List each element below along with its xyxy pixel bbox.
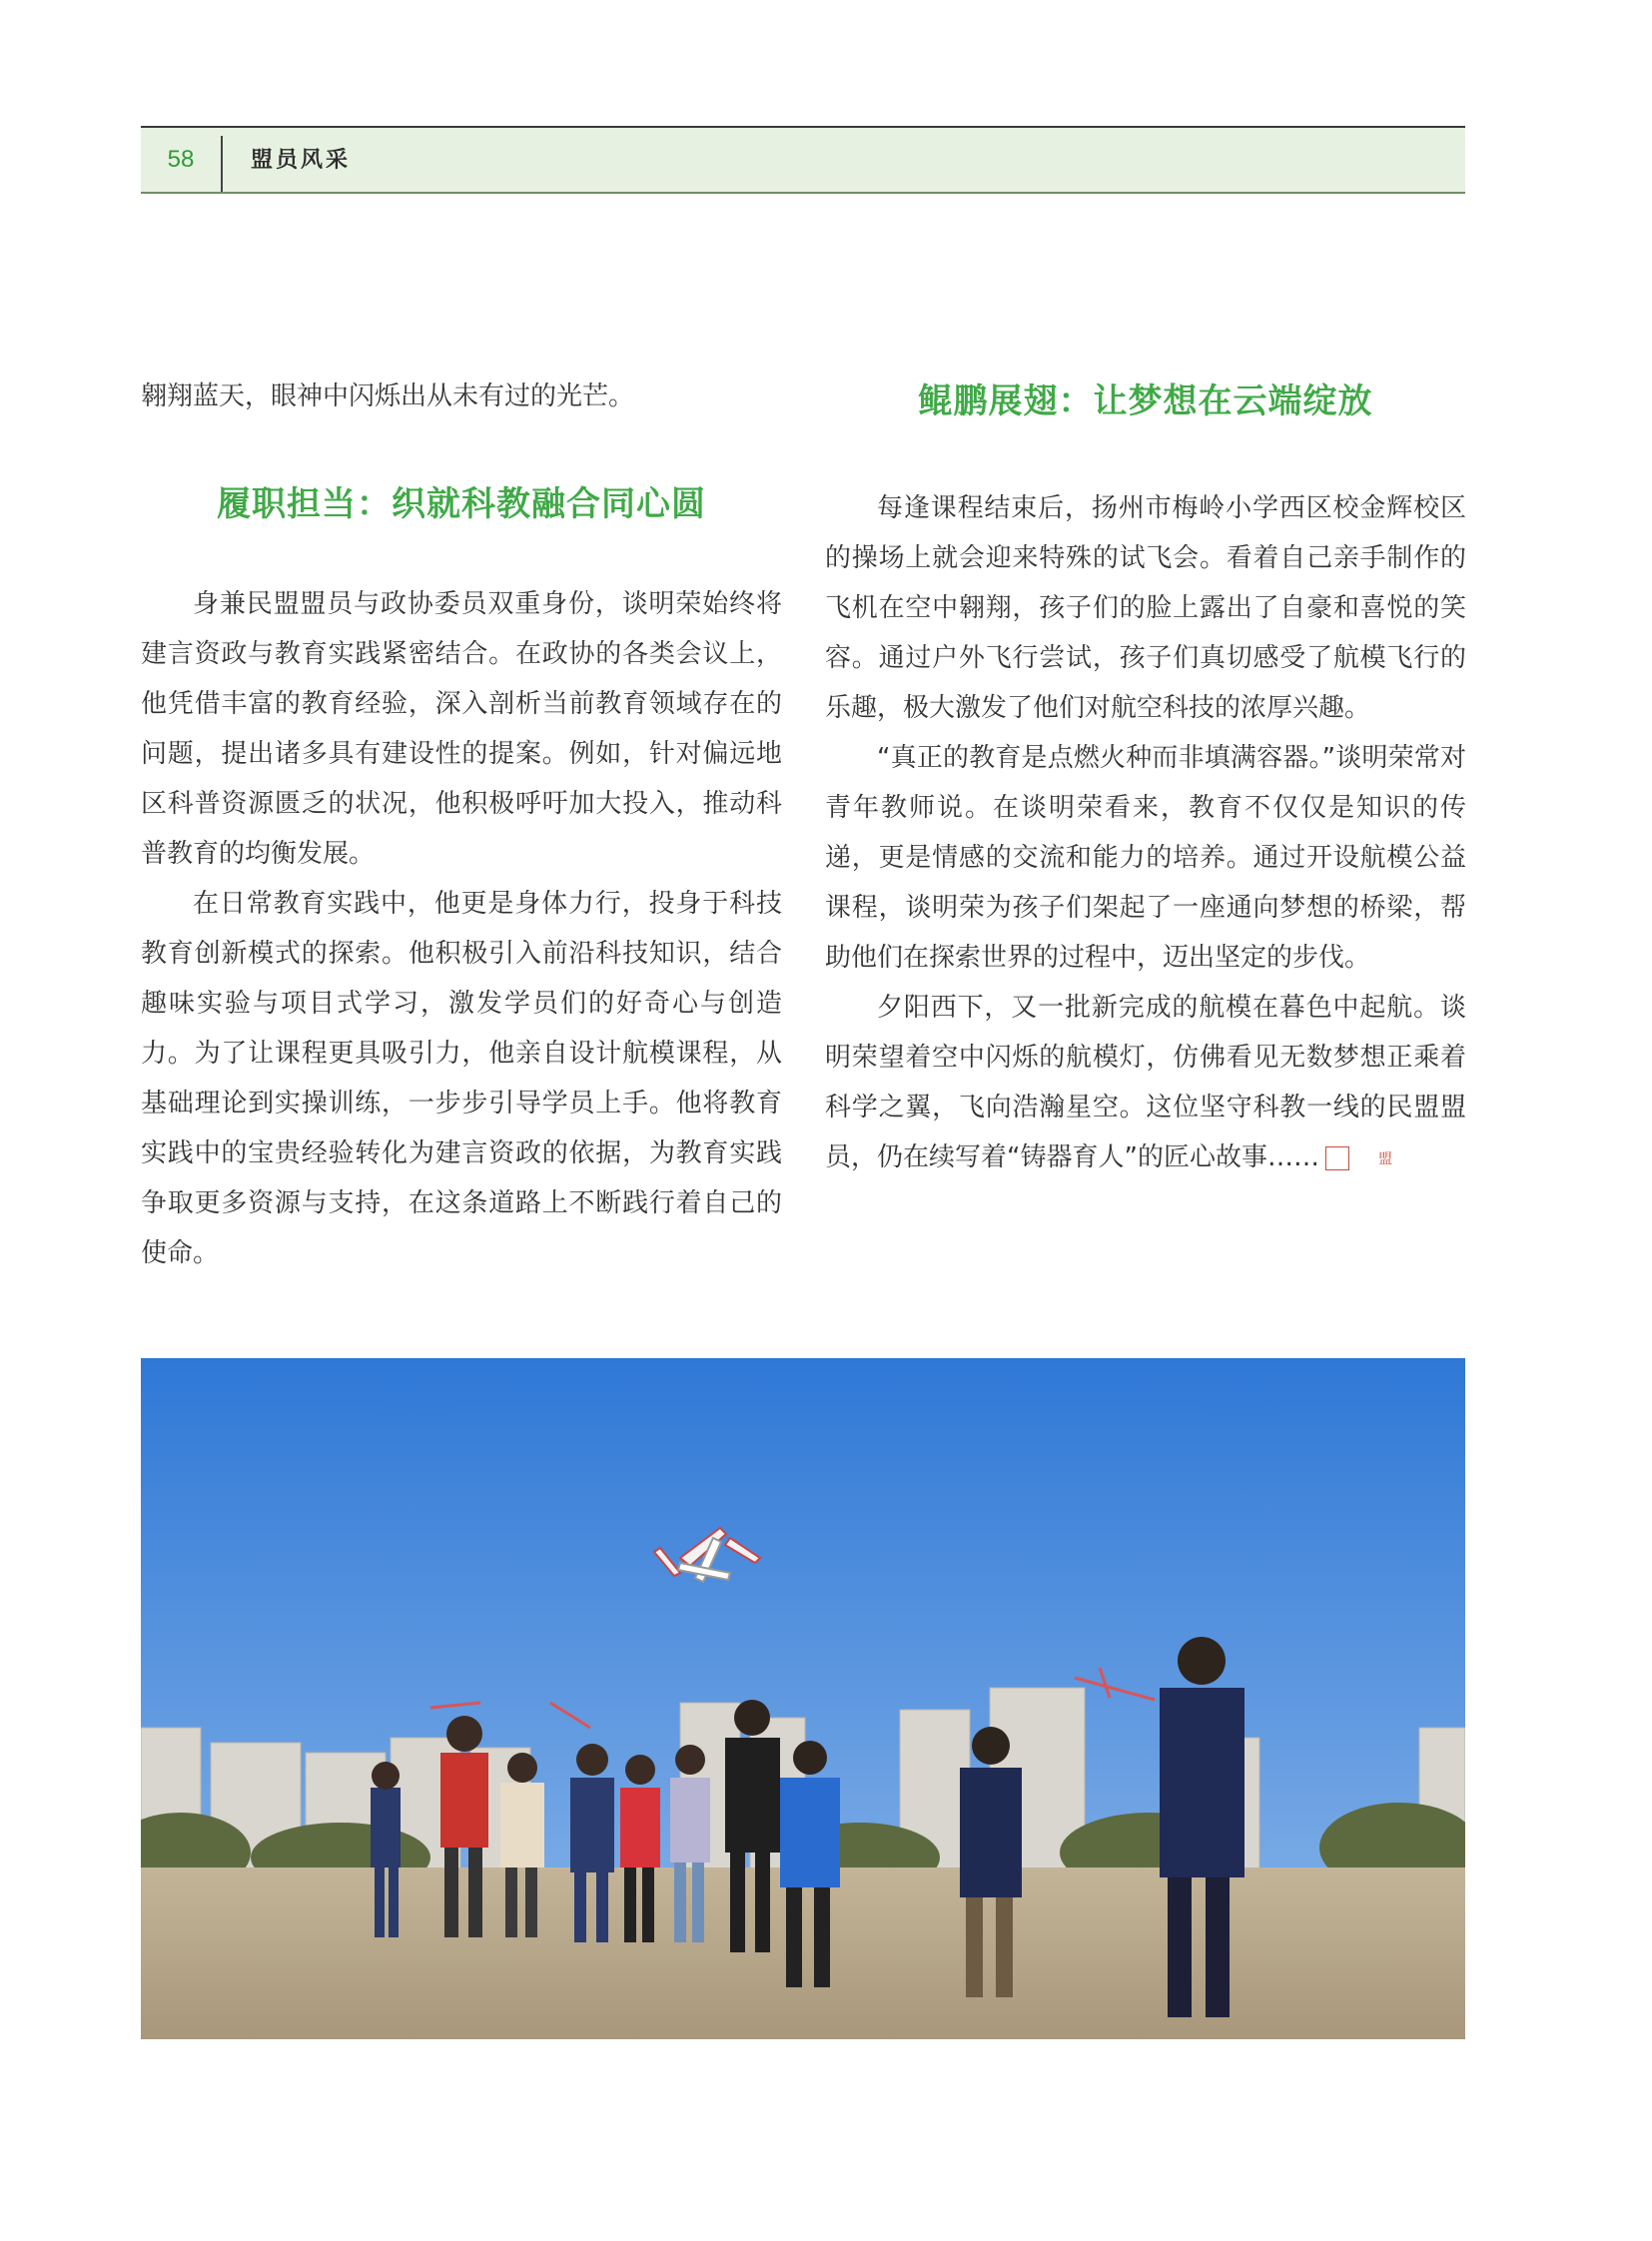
right-column (825, 372, 1466, 1182)
section-name: 盟员风采 (251, 147, 352, 173)
sports-field (141, 1868, 1465, 2039)
end-mark-icon: 盟 (1325, 1146, 1349, 1170)
photo-illustration (141, 1358, 1465, 2039)
continuation-text: 翱翔蓝天，眼神中闪烁出从未有过的光芒。 (141, 381, 635, 411)
article-photo (141, 1358, 1465, 2039)
body-paragraph (825, 983, 1466, 1182)
left-column (141, 372, 782, 1278)
closing-paragraph-text: 夕阳西下，又一批新完成的航模在暮色中起航。谈明荣望着空中闪烁的航模灯，仿佛看见无数梦想正乘着科学之翼，飞向浩瀚星空。这位坚守科教一线的民盟盟员，仍在续写着“铸器育人”的匠心故事…… (825, 993, 1466, 1172)
body-paragraph: 身兼民盟盟员与政协委员双重身份，谈明荣始终将建言资政与教育实践紧密结合。在政协的各类会议上，他凭借丰富的教育经验，深入剖析当前教育领域存在的问题，提出诸多具有建设性的提案。例如，针对偏远地区科普资源匮乏的状况，他积极呼吁加大投入，推动科普教育的均衡发展。 (141, 589, 782, 869)
header-divider (221, 136, 223, 192)
running-header (141, 126, 1465, 194)
body-paragraph: “真正的教育是点燃火种而非填满容器。”谈明荣常对青年教师说。在谈明荣看来，教育不仅仅是知识的传递，更是情感的交流和能力的培养。通过开设航模公益课程，谈明荣为孩子们架起了一座通向梦想的桥梁，帮助他们在探索世界的过程中，迈出坚定的步伐。 (825, 743, 1466, 973)
page-number: 58 (167, 146, 195, 173)
right-section-heading: 鲲鹏展翅：让梦想在云端绽放 (918, 381, 1373, 421)
body-paragraph: 在日常教育实践中，他更是身体力行，投身于科技教育创新模式的探索。他积极引入前沿科技知识，结合趣味实验与项目式学习，激发学员们的好奇心与创造力。为了让课程更具吸引力，他亲自设计航模课程，从基础理论到实操训练，一步步引导学员上手。他将教育实践中的宝贵经验转化为建言资政的依据，为教育实践争取更多资源与支持，在这条道路上不断践行着自己的使命。 (141, 889, 782, 1268)
left-section-heading: 履职担当：织就科教融合同心圆 (217, 484, 706, 524)
body-paragraph: 每逢课程结束后，扬州市梅岭小学西区校金辉校区的操场上就会迎来特殊的试飞会。看着自己亲手制作的飞机在空中翱翔，孩子们的脸上露出了自豪和喜悦的笑容。通过户外飞行尝试，孩子们真切感受了航模飞行的乐趣，极大激发了他们对航空科技的浓厚兴趣。 (825, 493, 1466, 723)
